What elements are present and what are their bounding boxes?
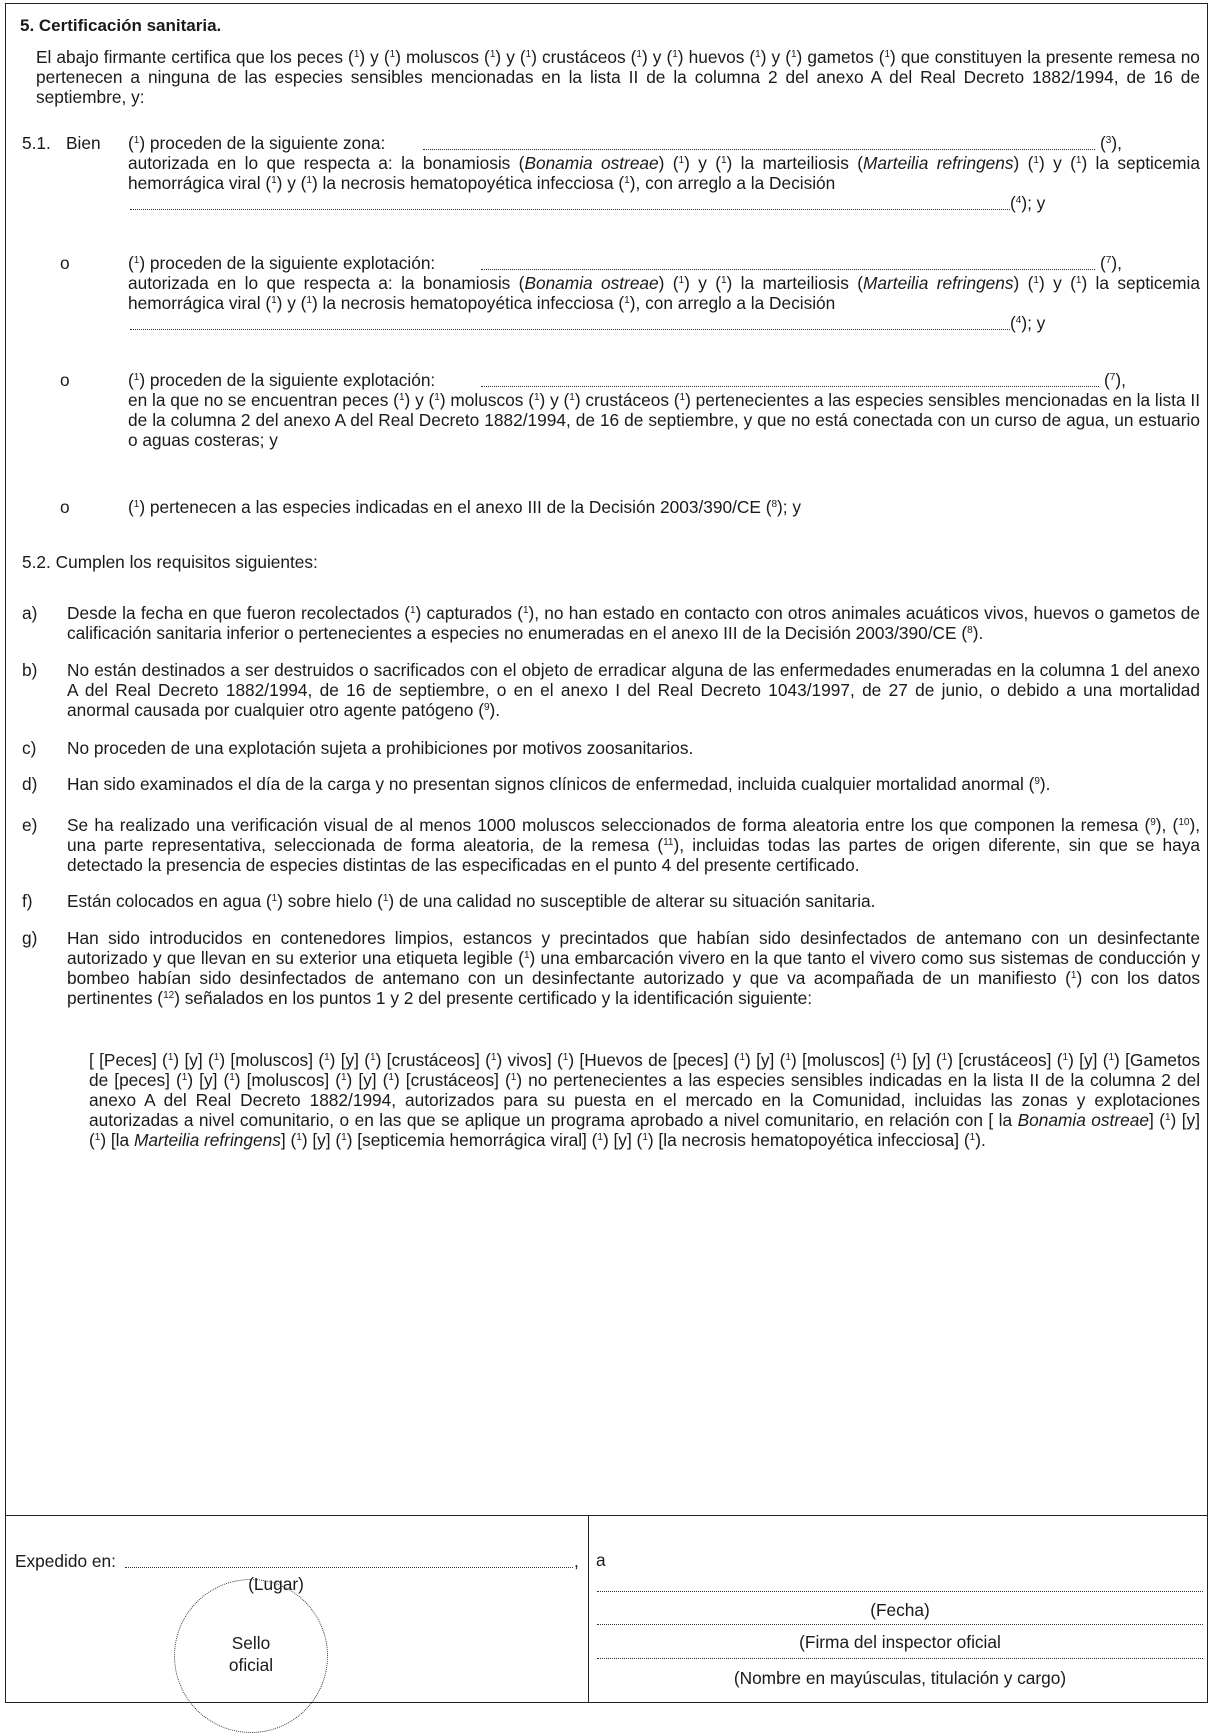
- section-title: 5. Certificación sanitaria.: [20, 16, 222, 35]
- s52-item-text: Desde la fecha en que fueron recolectados ($^1$) capturados ($^1$), no han estado en contacto con otros animales acuáticos vivos, huevos o gametos de calificación sanitaria inferior o pertenecientes a especies no enumeradas en el anexo III de la Decisión 2003/390/CE ($^8$).: [67, 603, 1200, 643]
- s52-item-text: Han sido introducidos en contenedores limpios, estancos y precintados que habían sido desinfectados de antemano con un desinfectante autorizado y que llevan en su exterior una etiqueta legible ($^1$) una embarcación vivero en la que tanto el vivero como sus sistemas de conducción y bombeo habían sido desinfectados de antemano con un desinfectante autorizado y que va acompañada de un manifiesto ($^1$) con los datos pertinentes ($^{12}$) señalados en los puntos 1 y 2 del presente certificado y la identificación siguiente:: [67, 928, 1200, 1008]
- s51-opt2-line1: ($^1$) proceden de la siguiente explotación:: [128, 253, 436, 273]
- firma-caption: (Firma del inspector oficial: [799, 1632, 1001, 1652]
- s52-item-label: g): [22, 928, 38, 948]
- s52-item-label: a): [22, 603, 38, 623]
- s51-opt3-body: en la que no se encuentran peces ($^1$) y ($^1$) moluscos ($^1$) y ($^1$) crustáceos ($^1$) pertenecientes a las especies sensibles mencionadas en la lista II de la columna 2 del anexo A del Real Decreto 1882/1994, de 16 de septiembre, y que no está conectada con un curso de agua, un estuario o aguas costeras; y: [128, 390, 1200, 450]
- s51-bien: Bien: [66, 133, 101, 153]
- s51-opt3-note: ($^7$),: [1104, 370, 1126, 390]
- a-label: a: [596, 1550, 606, 1570]
- nombre-dotline: [597, 1658, 1203, 1659]
- s52-g-detail: [ [Peces] ($^1$) [y] ($^1$) [moluscos] ($^1$) [y] ($^1$) [crustáceos] ($^1$) vivos] ($^1$) [Huevos de [peces] ($^1$) [y] ($^1$) [moluscos] ($^1$) [y] ($^1$) [crustáceos] ($^1$) [y] ($^1$) [Gametos de [peces] ($^1$) [y] ($^1$) [moluscos] ($^1$) [y] ($^1$) [crustáceos] ($^1$) no pertenecientes a las especies sensibles indicadas en la lista II de la columna 2 del anexo A del Real Decreto 1882/1994, autorizados para su puesta en el mercado en la Comunidad, incluidas las zonas y explotaciones autorizadas a nivel comunitario, o en las que se aplique un programa aprobado a nivel comunitario, en relación con [ la Bonamia ostreae] ($^1$) [y] ($^1$) [la Marteilia refringens] ($^1$) [y] ($^1$) [septicemia hemorrágica viral] ($^1$) [y] ($^1$) [la necrosis hematopoyética infecciosa] ($^1$).: [89, 1050, 1201, 1150]
- footer-divider: [5, 1515, 1208, 1516]
- s52-item-label: f): [22, 891, 33, 911]
- s51-opt1-end: ($^4$); y: [1010, 193, 1046, 213]
- lugar-caption: (Lugar): [248, 1574, 304, 1594]
- s52-item-text: No proceden de una explotación sujeta a prohibiciones por motivos zoosanitarios.: [67, 738, 694, 758]
- s51-opt1-dotline: [423, 149, 1095, 150]
- s51-opt4: ($^1$) pertenecen a las especies indicadas en el anexo III de la Decisión 2003/390/CE ($^8$); y: [128, 497, 802, 517]
- s51-opt2-end: ($^4$); y: [1010, 313, 1046, 333]
- s52-item-label: d): [22, 774, 38, 794]
- s52-item-text: Han sido examinados el día de la carga y no presentan signos clínicos de enfermedad, incluida cualquier mortalidad anormal ($^9$).: [67, 774, 1051, 794]
- seal-label-line2: oficial: [228, 1655, 274, 1675]
- intro-paragraph: El abajo firmante certifica que los peces ($^1$) y ($^1$) moluscos ($^1$) y ($^1$) crustáceos ($^1$) y ($^1$) huevos ($^1$) y ($^1$) gametos ($^1$) que constituyen la presente remesa no pertenecen a ninguna de las especies sensibles mencionadas en la lista II de la columna 2 del anexo A del Real Decreto 1882/1994, de 16 de septiembre, y:: [36, 47, 1200, 107]
- s52-title: 5.2. Cumplen los requisitos siguientes:: [22, 552, 318, 572]
- expedido-label: Expedido en:: [15, 1551, 116, 1571]
- s51-o-3: o: [60, 497, 70, 517]
- s51-opt1-dotline2: [130, 209, 1010, 210]
- s52-item-text: Están colocados en agua ($^1$) sobre hielo ($^1$) de una calidad no susceptible de alterar su situación sanitaria.: [67, 891, 876, 911]
- s51-opt2-body: autorizada en lo que respecta a: la bonamiosis (Bonamia ostreae) ($^1$) y ($^1$) la marteiliosis (Marteilia refringens) ($^1$) y ($^1$) la septicemia hemorrágica viral ($^1$) y ($^1$) la necrosis hematopoyética infecciosa ($^1$), con arreglo a la Decisión: [128, 273, 1200, 313]
- s51-o-1: o: [60, 253, 70, 273]
- fecha-dotline: [597, 1591, 1203, 1592]
- expedido-comma: ,: [574, 1551, 579, 1571]
- s51-opt2-dotline: [481, 269, 1095, 270]
- official-seal-circle: [174, 1579, 328, 1733]
- s51-opt2-note: ($^7$),: [1100, 253, 1122, 273]
- s51-opt3-line1: ($^1$) proceden de la siguiente explotación:: [128, 370, 436, 390]
- s51-opt1-line1: ($^1$) proceden de la siguiente zona:: [128, 133, 386, 153]
- s51-number: 5.1.: [22, 133, 51, 153]
- firma-dotline: [597, 1624, 1203, 1625]
- s52-item-text: No están destinados a ser destruidos o sacrificados con el objeto de erradicar alguna de las enfermedades enumeradas en la columna 1 del anexo A del Real Decreto 1882/1994, de 16 de septiembre, o en el anexo I del Real Decreto 1043/1997, de 27 de junio, o debido a una mortalidad anormal causada por cualquier otro agente patógeno ($^9$).: [67, 660, 1200, 720]
- s51-opt2-dotline2: [130, 329, 1010, 330]
- s52-item-label: c): [22, 738, 37, 758]
- s51-opt3-dotline: [481, 386, 1099, 387]
- s52-item-text: Se ha realizado una verificación visual de al menos 1000 moluscos seleccionados de forma aleatoria entre los que componen la remesa ($^9$), ($^{10}$), una parte representativa, seleccionada de forma aleatoria, de la remesa ($^{11}$), incluidas todas las partes de origen diferente, sin que se haya detectado la presencia de especies distintas de las especificadas en el punto 4 del presente certificado.: [67, 815, 1200, 875]
- footer-column-divider: [588, 1515, 589, 1703]
- s51-opt1-note: ($^3$),: [1100, 133, 1122, 153]
- seal-label-line1: Sello: [231, 1633, 271, 1653]
- s51-o-2: o: [60, 370, 70, 390]
- nombre-caption: (Nombre en mayúsculas, titulación y cargo): [733, 1668, 1067, 1688]
- s52-item-label: b): [22, 660, 38, 680]
- fecha-caption: (Fecha): [870, 1600, 930, 1620]
- s52-item-label: e): [22, 815, 38, 835]
- expedido-dotline: [125, 1567, 573, 1568]
- s51-opt1-body: autorizada en lo que respecta a: la bonamiosis (Bonamia ostreae) ($^1$) y ($^1$) la marteiliosis (Marteilia refringens) ($^1$) y ($^1$) la septicemia hemorrágica viral ($^1$) y ($^1$) la necrosis hematopoyética infecciosa ($^1$), con arreglo a la Decisión: [128, 153, 1200, 193]
